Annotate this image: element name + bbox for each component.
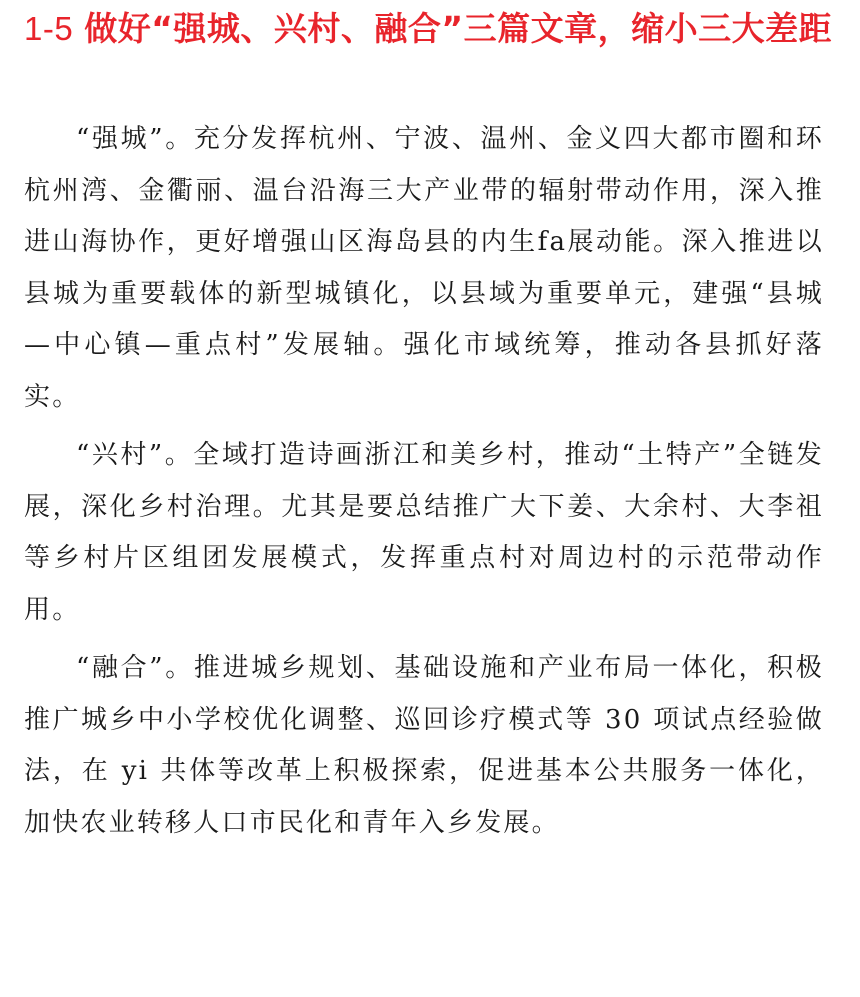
body-text (24, 114, 824, 856)
section-heading (24, 0, 844, 58)
section-number: 1-5 (24, 10, 74, 47)
paragraph-revive-village: “兴村”。全域打造诗画浙江和美乡村，推动“土特产”全链发展，深化乡村治理。尤其是要总结推广大下姜、大余村、大李祖等乡村片区组团发展模式，发挥重点村对周边村的示范带动作用。 (24, 440, 824, 625)
paragraph-strong-city: “强城”。充分发挥杭州、宁波、温州、金义四大都市圈和环杭州湾、金衢丽、温台沿海三大产业带的辐射带动作用，深入推进山海协作，更好增强山区海岛县的内生fa展动能。深入推进以县城为重要载体的新型城镇化，以县域为重要单元，建强“县城—中心镇—重点村”发展轴。强化市域统筹，推动各县抓好落实。 (24, 124, 824, 412)
section-title: 做好“强城、兴村、融合”三篇文章，缩小三大差距 (84, 9, 833, 48)
paragraph-integration: “融合”。推进城乡规划、基础设施和产业布局一体化，积极推广城乡中小学校优化调整、巡回诊疗模式等 30 项试点经验做法，在 yi 共体等改革上积极探索，促进基本公共服务一体化，加快农业转移人口市民化和青年入乡发展。 (24, 653, 824, 838)
